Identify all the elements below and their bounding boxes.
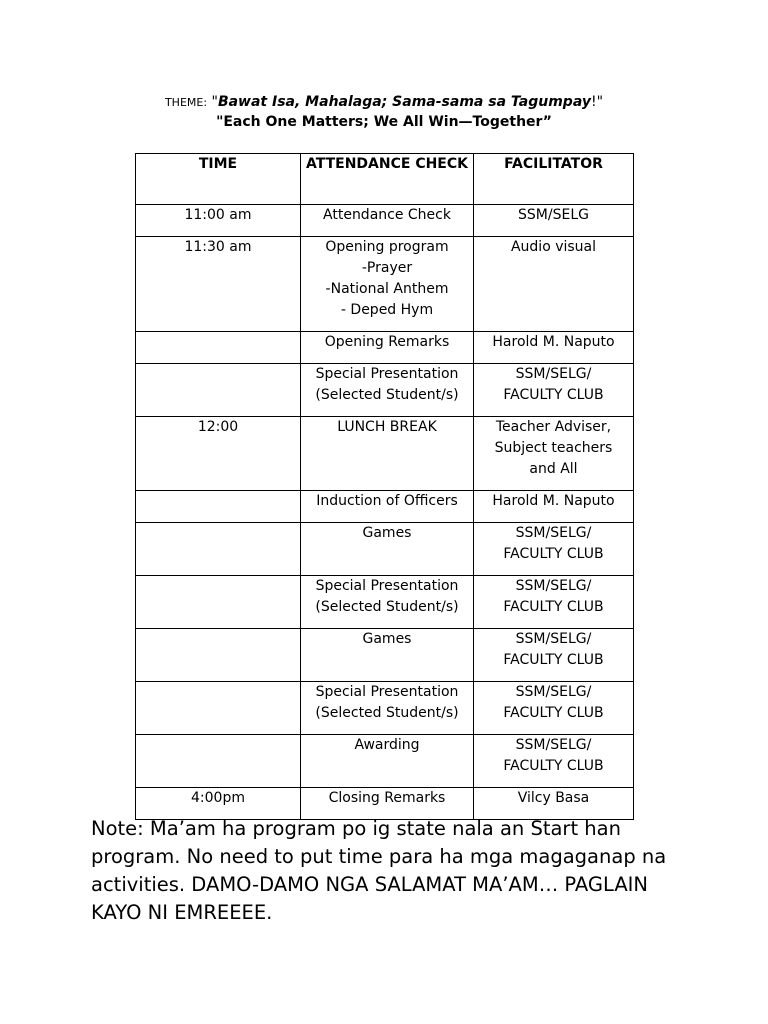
facilitator-cell: Harold M. Naputo bbox=[474, 332, 634, 364]
activity-cell: Special Presentation (Selected Student/s) bbox=[301, 682, 474, 735]
facilitator-cell: SSM/SELG/ FACULTY CLUB bbox=[474, 523, 634, 576]
facilitator-cell: SSM/SELG bbox=[474, 205, 634, 237]
header-facilitator: FACILITATOR bbox=[474, 154, 634, 205]
schedule-body bbox=[136, 205, 634, 820]
time-cell: 11:30 am bbox=[136, 237, 301, 332]
time-cell bbox=[136, 364, 301, 417]
time-cell: 11:00 am bbox=[136, 205, 301, 237]
theme-block bbox=[0, 92, 768, 131]
theme-close-quote: !" bbox=[590, 94, 604, 110]
time-cell bbox=[136, 491, 301, 523]
time-cell: 12:00 bbox=[136, 417, 301, 491]
activity-cell: LUNCH BREAK bbox=[301, 417, 474, 491]
facilitator-cell: SSM/SELG/ FACULTY CLUB bbox=[474, 364, 634, 417]
table-row bbox=[136, 576, 634, 629]
activity-cell: Opening Remarks bbox=[301, 332, 474, 364]
schedule-table bbox=[135, 153, 634, 820]
time-cell bbox=[136, 332, 301, 364]
theme-tagalog-text: Bawat Isa, Mahalaga; Sama-sama sa Tagumpay bbox=[217, 94, 591, 110]
theme-open-quote: " bbox=[207, 94, 218, 110]
table-row bbox=[136, 205, 634, 237]
closing-note: Note: Ma’am ha program po ig state nala an Start han program. No need to put time para ha mga magaganap na activities. DAMO-DAMO NGA SALAMAT MA’AM… PAGLAIN KAYO NI EMREEEE. bbox=[91, 817, 667, 924]
facilitator-cell: Teacher Adviser, Subject teachers and All bbox=[474, 417, 634, 491]
activity-cell: Awarding bbox=[301, 735, 474, 788]
facilitator-cell: SSM/SELG/ FACULTY CLUB bbox=[474, 682, 634, 735]
time-cell: 4:00pm bbox=[136, 788, 301, 820]
activity-cell: Opening program -Prayer -National Anthem - Deped Hym bbox=[301, 237, 474, 332]
time-cell bbox=[136, 682, 301, 735]
theme-line-tagalog bbox=[0, 92, 768, 113]
activity-cell: Special Presentation (Selected Student/s) bbox=[301, 364, 474, 417]
table-row bbox=[136, 735, 634, 788]
time-cell bbox=[136, 576, 301, 629]
activity-cell: Special Presentation (Selected Student/s) bbox=[301, 576, 474, 629]
theme-prefix: THEME: bbox=[164, 96, 208, 109]
activity-cell: Games bbox=[301, 629, 474, 682]
table-row bbox=[136, 237, 634, 332]
facilitator-cell: Audio visual bbox=[474, 237, 634, 332]
activity-cell: Attendance Check bbox=[301, 205, 474, 237]
table-row bbox=[136, 523, 634, 576]
facilitator-cell: Harold M. Naputo bbox=[474, 491, 634, 523]
facilitator-cell: SSM/SELG/ FACULTY CLUB bbox=[474, 629, 634, 682]
header-time: TIME bbox=[136, 154, 301, 205]
table-row bbox=[136, 682, 634, 735]
table-row bbox=[136, 417, 634, 491]
table-row bbox=[136, 332, 634, 364]
activity-cell: Induction of Officers bbox=[301, 491, 474, 523]
time-cell bbox=[136, 523, 301, 576]
header-activity: ATTENDANCE CHECK bbox=[301, 154, 474, 205]
theme-english-text: "Each One Matters; We All Win—Together” bbox=[216, 114, 552, 130]
time-cell bbox=[136, 735, 301, 788]
facilitator-cell: SSM/SELG/ FACULTY CLUB bbox=[474, 735, 634, 788]
time-cell bbox=[136, 629, 301, 682]
table-row bbox=[136, 629, 634, 682]
table-row bbox=[136, 491, 634, 523]
facilitator-cell: SSM/SELG/ FACULTY CLUB bbox=[474, 576, 634, 629]
table-header-row bbox=[136, 154, 634, 205]
table-row bbox=[136, 364, 634, 417]
activity-cell: Games bbox=[301, 523, 474, 576]
activity-cell: Closing Remarks bbox=[301, 788, 474, 820]
facilitator-cell: Vilcy Basa bbox=[474, 788, 634, 820]
